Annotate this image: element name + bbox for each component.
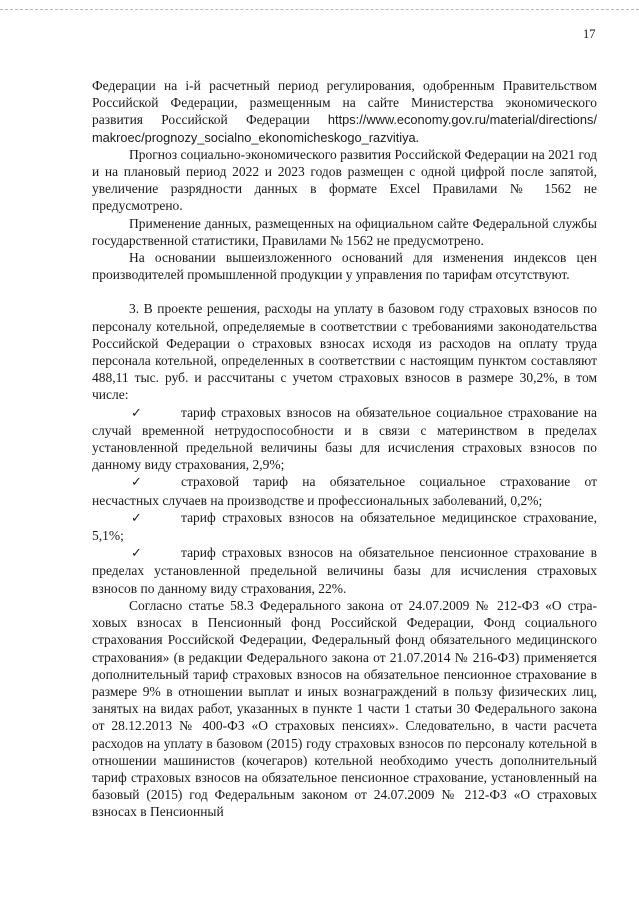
- paragraph-insurance-contributions: 3. В проекте решения, расходы на уплату в базовом году страховых взносов по персоналу котельной, определяемые в соответствии с требованиями законодательства Российской Федерации о страховых взносах исходя из расходов на оплату труда персонала котельной, определенных в соответствии с настоящим пунктом составляют 488,11 тыс. руб. и рассчитаны с учетом страховых взносов в размере 30,2%, в том числе:: [92, 301, 597, 403]
- checkmark-icon: ✓: [131, 510, 142, 526]
- checklist-item: [92, 404, 597, 474]
- page-number: 17: [583, 27, 596, 41]
- paragraph-additional-tariff: Согласно статье 58.3 Федерального закона от 24.07.2009 № 212-ФЗ «О страховых взносах в Пенсионный фонд Российской Федерации, Фонд социального страхования Российской Федерации, Федеральный фонд обязательного медицинского страхования» (в редакции Федерального закона от 21.07.2014 № 216-ФЗ) применяется дополнительный тариф страховых взносов на обязательное пенсионное страхование в размере 9% в отношении выплат и иных вознаграждений в пользу физических лиц, занятых на видах работ, указанных в пункте 1 части 1 статьи 30 Федерального закона от 28.12.2013 № 400-ФЗ «О страховых пенсиях». Следовательно, в части расчета расходов на уплату в базовом (2015) году страховых взносов по персоналу котельной в отношении машинистов (кочегаров) котельной необходимо учесть дополнительный тариф страховых взносов на обязательное пенсионное страхование, установленный на базовый (2015) год Федеральным законом от 24.07.2009 № 212-ФЗ «О страховых взносах в Пенсионный: [92, 597, 597, 820]
- paragraph-conclusion: На основании вышеизложенного оснований для изменения индексов цен производителей промышленной продукции у управления по тарифам отсутствуют.: [92, 250, 597, 283]
- checklist-item: [92, 544, 597, 597]
- paragraph-rosstat-data: Применение данных, размещенных на официальном сайте Федеральной службы государственной статистики, Правилами № 1562 не предусмотрено.: [92, 215, 597, 248]
- document-body: [92, 77, 597, 821]
- checkmark-icon: ✓: [131, 405, 142, 421]
- checklist-item-text: страховой тариф на обязательное социальное страхование от несчастных случаев на производстве и профессиональных заболеваний, 0,2%;: [92, 474, 597, 508]
- checklist-item-text: тариф страховых взносов на обязательное пенсионное страхование в пределах установленной предельной величины базы для исчисления страховых взносов по данному виду страхования, 22%.: [92, 545, 597, 596]
- paragraph-text: Федерации на i-й расчетный период регулирования, одобренным Правительством Российской Федерации, размещенным на сайте Министерства экономического развития Российской Федерации: [92, 78, 597, 128]
- checklist-item: [92, 473, 597, 508]
- checkmark-icon: ✓: [131, 475, 142, 491]
- paragraph-gap: [92, 283, 597, 300]
- checklist-item-text: тариф страховых взносов на обязательное социальное страхование на случай временной нетрудоспособности и в связи с материнством в пределах установленной предельной величины базы для исчисления страховых взносов по данному виду страхования, 2,9%;: [92, 404, 597, 473]
- economy-url: https://www.economy.gov.ru/material/directions/ makroec/prognozy_socialno_ekonomicheskogo_razvitiya: [92, 112, 597, 145]
- checklist-item: [92, 509, 597, 544]
- checkmark-icon: ✓: [131, 546, 142, 562]
- checklist-item-text: тариф страховых взносов на обязательное медицинское страхование, 5,1%;: [92, 509, 597, 544]
- scan-top-edge: [0, 9, 639, 10]
- paragraph-forecast-format: Прогноз социально-экономического развития Российской Федерации на 2021 год и на плановый период 2022 и 2023 годов размещен с одной цифрой после запятой, увеличение разрядности данных в формате Excel Правилами № 1562 не предусмотрено.: [92, 146, 597, 214]
- paragraph-text: .: [415, 129, 420, 145]
- paragraph-forecast-source: [92, 77, 597, 146]
